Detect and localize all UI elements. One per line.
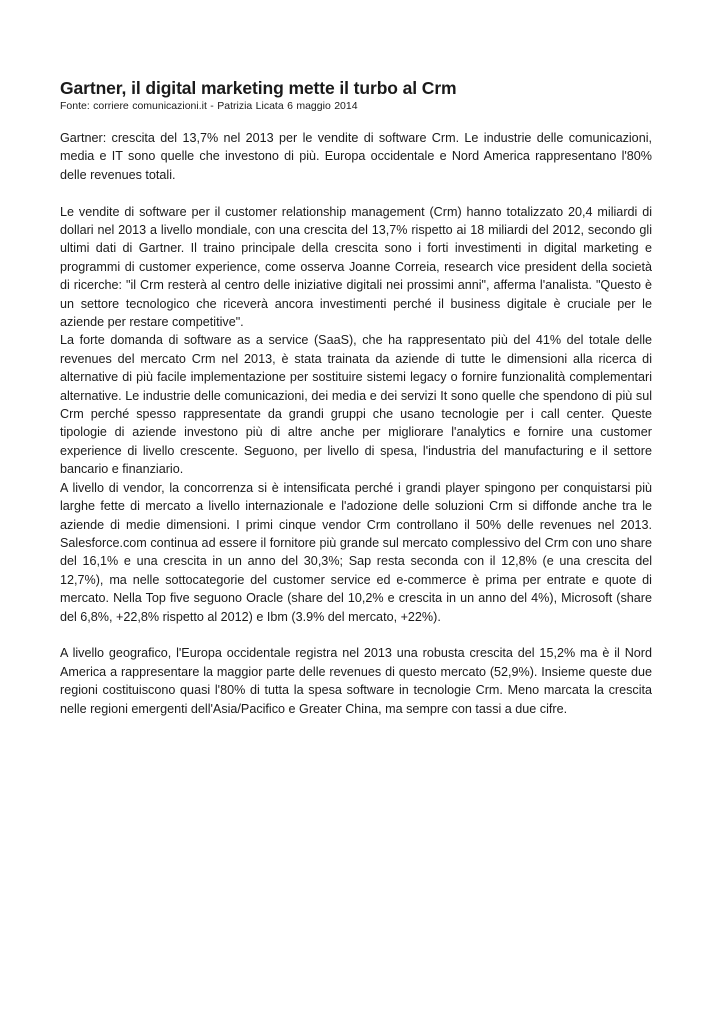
document-page — [60, 78, 652, 718]
paragraph-geography: A livello geografico, l'Europa occidentale registra nel 2013 una robusta crescita del 15,2% ma è il Nord America a rappresentare la maggior parte delle revenues di questo mercato (52,9%). Insieme queste due regioni costituiscono quasi l'80% di tutta la spesa software in tecnologie Crm. Meno marcata la crescita nelle regioni emergenti dell'Asia/Pacifico e Greater China, ma sempre con tassi a due cifre. — [60, 646, 652, 716]
article-body — [60, 129, 652, 718]
paragraph-market-sales: Le vendite di software per il customer relationship management (Crm) hanno totalizzato 20,4 miliardi di dollari nel 2013 a livello mondiale, con una crescita del 13,7% rispetto ai 18 miliardi del 2012, secondo gli ultimi dati di Gartner. Il traino principale della crescita sono i forti investimenti in digital marketing e programmi di customer experience, come osserva Joanne Correia, research vice president della società di ricerche: "il Crm resterà al centro delle iniziative digitali nei prossimi anni", afferma l'analista. "Questo è un settore tecnologico che riceverà ancora investimenti perché il business digitale è cruciale per le aziende per restare competitive". — [60, 204, 652, 330]
paragraph-summary: Gartner: crescita del 13,7% nel 2013 per le vendite di software Crm. Le industrie delle comunicazioni, media e IT sono quelle che investono di più. Europa occidentale e Nord America rappresentano l'80% delle revenues totali. — [60, 131, 652, 182]
paragraph-saas-demand: La forte domanda di software as a service (SaaS), che ha rappresentato più del 41% del totale delle revenues del mercato Crm nel 2013, è stata trainata da aziende di tutte le dimensioni alla ricerca di alternative di più facile implementazione per sostituire sistemi legacy o fornire funzionalità complementari alternative. Le industrie delle comunicazioni, dei media e dei servizi It sono quelle che spendono di più sul Crm perché spesso rappresentate da grandi gruppi che usano tecnologie per i call center. Queste tipologie di aziende investono più di altre anche per migliorare l'analytics e fornire una customer experience di livello crescente. Seguono, per livello di spesa, l'industria del manufacturing e il settore bancario e finanziario. — [60, 333, 652, 477]
article-title: Gartner, il digital marketing mette il turbo al Crm — [60, 78, 457, 98]
article-source-line: Fonte: corriere comunicazioni.it - Patrizia Licata 6 maggio 2014 — [60, 100, 358, 112]
paragraph-gap — [60, 626, 652, 644]
paragraph-vendors: A livello di vendor, la concorrenza si è intensificata perché i grandi player spingono per conquistarsi più larghe fette di mercato a livello internazionale e l'adozione delle soluzioni Crm si diffonde anche tra le aziende di medie dimensioni. I primi cinque vendor Crm controllano il 50% delle revenues nel 2013. Salesforce.com continua ad essere il fornitore più grande sul mercato complessivo del Crm con uno share del 16,1% e una crescita in un anno del 30,3%; Sap resta seconda con il 12,8% (e una crescita del 12,7%), ma nelle sottocategorie del customer service ed e-commerce è prima per entrate e quote di mercato. Nella Top five seguono Oracle (share del 10,2% e crescita in un anno del 4%), Microsoft (share del 6,8%, +22,8% rispetto al 2012) e Ibm (3.9% del mercato, +22%). — [60, 480, 652, 624]
paragraph-gap — [60, 184, 652, 202]
